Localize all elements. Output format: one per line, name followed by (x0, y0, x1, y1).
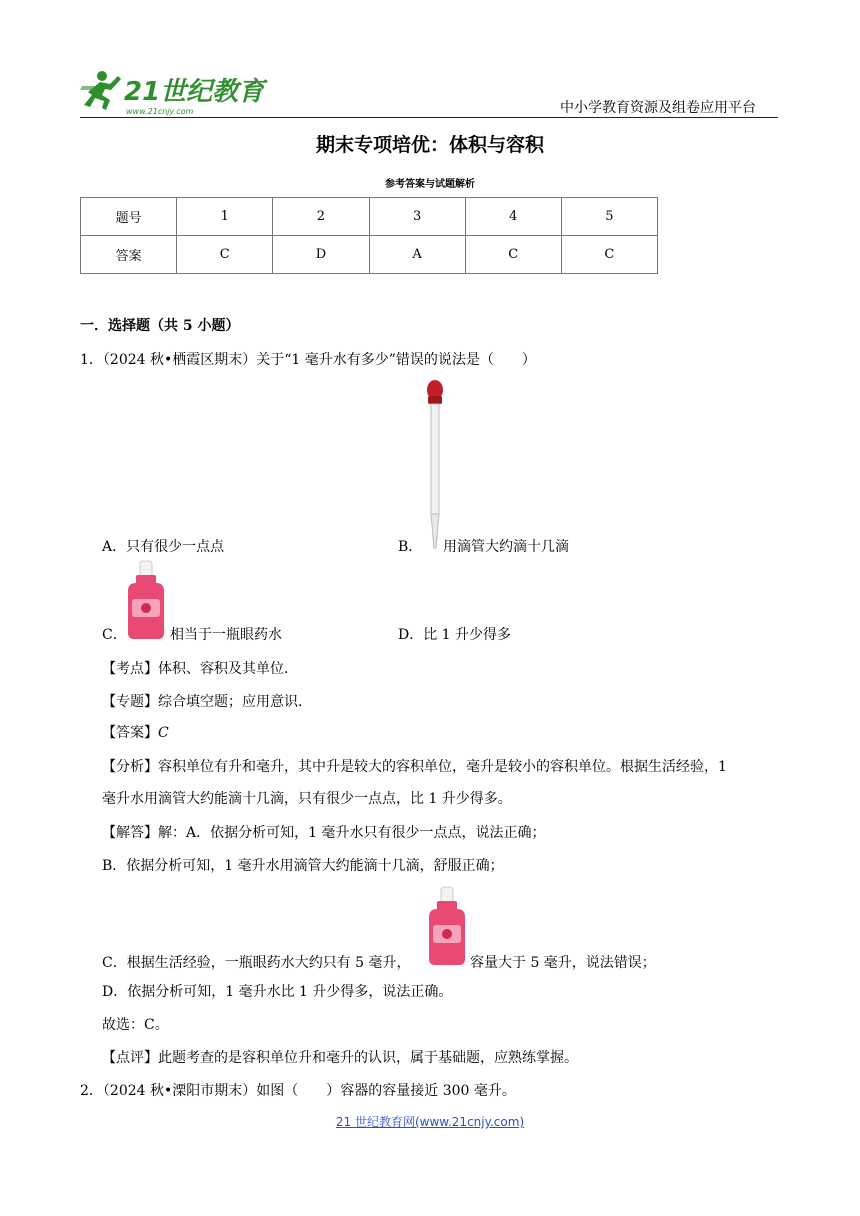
header-platform-text: 中小学教育资源及组卷应用平台 (560, 100, 756, 116)
question-1-stem: 1．（2024 秋•栖霞区期末）关于“1 毫升水有多少”错误的说法是（ ） (80, 352, 536, 368)
question-2-stem: 2．（2024 秋•溧阳市期末）如图（ ）容器的容量接近 300 毫升。 (80, 1083, 516, 1099)
table-header-cell: 答案 (81, 236, 177, 274)
table-cell: 5 (561, 198, 657, 236)
table-row-answers (81, 236, 658, 274)
table-cell: D (273, 236, 369, 274)
dianping: 【点评】此题考查的是容积单位升和毫升的认识，属于基础题，应熟练掌握。 (102, 1050, 578, 1066)
logo-text: 21世纪教育 (124, 77, 265, 107)
page-subtitle: 参考答案与试题解析 (385, 179, 475, 190)
fenxi-line-2: 毫升水用滴管大约能滴十几滴，只有很少一点点，比 1 升少得多。 (102, 791, 512, 807)
header-divider (80, 117, 778, 118)
runner-icon (80, 71, 121, 110)
table-cell: C (465, 236, 561, 274)
table-row-numbers (81, 198, 658, 236)
table-cell: A (369, 236, 465, 274)
kaodian: 【考点】体积、容积及其单位． (102, 661, 298, 677)
zhuanti: 【专题】综合填空题；应用意识． (102, 694, 312, 710)
option-b-letter: B． (398, 539, 423, 555)
footer-link[interactable]: 21 世纪教育网(www.21cnjy.com) (335, 1115, 525, 1129)
site-logo (80, 62, 265, 118)
option-d: D．比 1 升少得多 (398, 627, 512, 643)
guxuan: 故选：C。 (102, 1017, 169, 1033)
table-cell: C (177, 236, 273, 274)
answer-label: 【答案】 (102, 725, 158, 741)
dropper-icon (422, 378, 448, 554)
option-a: A．只有很少一点点 (102, 539, 225, 555)
table-cell: 1 (177, 198, 273, 236)
section-heading: 一．选择题（共 5 小题） (80, 318, 240, 334)
table-header-cell: 题号 (81, 198, 177, 236)
eye-drop-bottle-icon (124, 561, 168, 641)
option-c-text: 相当于一瓶眼药水 (170, 627, 282, 643)
fenxi-line-1: 【分析】容积单位有升和毫升，其中升是较大的容积单位，毫升是较小的容积单位。根据生活经验，1 (102, 759, 727, 775)
answer-line (102, 723, 169, 743)
table-cell: 4 (465, 198, 561, 236)
answer-value: C (158, 725, 169, 741)
jieda-c-part1: C．根据生活经验，一瓶眼药水大约只有 5 毫升， (102, 955, 411, 971)
page-title: 期末专项培优：体积与容积 (315, 134, 544, 156)
logo-url: www.21cnjy.com (126, 107, 194, 116)
jieda-d: D．依据分析可知，1 毫升水比 1 升少得多，说法正确。 (102, 984, 453, 1000)
option-c-letter: C． (102, 627, 127, 643)
jieda-a: 【解答】解：A．依据分析可知，1 毫升水只有很少一点点，说法正确； (102, 825, 546, 841)
table-cell: 3 (369, 198, 465, 236)
jieda-c-part2: 容量大于 5 毫升，说法错误； (470, 955, 656, 971)
table-cell: C (561, 236, 657, 274)
option-b-text: 用滴管大约滴十几滴 (443, 539, 569, 555)
eye-drop-bottle-icon (425, 887, 469, 967)
jieda-b: B．依据分析可知，1 毫升水用滴管大约能滴十几滴，舒服正确； (102, 858, 504, 874)
table-cell: 2 (273, 198, 369, 236)
answer-table (80, 197, 658, 274)
